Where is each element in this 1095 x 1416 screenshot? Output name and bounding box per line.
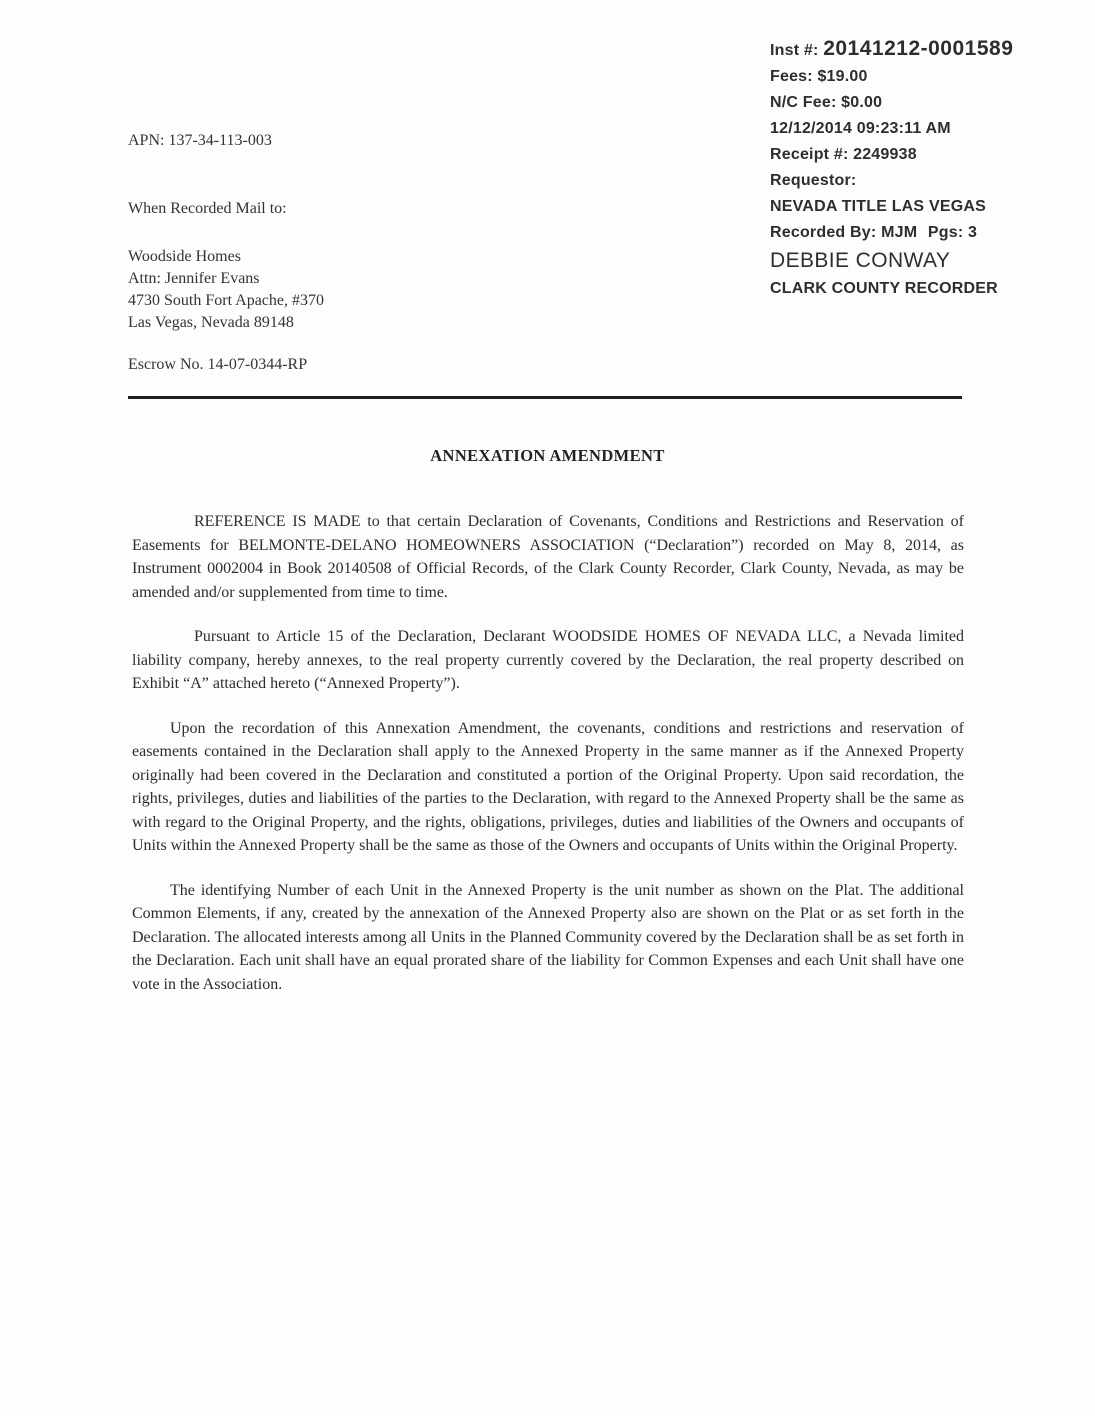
requestor-name: NEVADA TITLE LAS VEGAS: [770, 198, 986, 215]
recorded-by-line: [770, 220, 1070, 246]
recorder-name: DEBBIE CONWAY: [770, 249, 951, 272]
address-line: Attn: Jennifer Evans: [128, 270, 260, 287]
paragraph-units: The identifying Number of each Unit in the Annexed Property is the unit number as shown on the Plat. The additional Common Elements, if any, created by the annexation of the Annexed Property also are shown on the Plat or as set forth in the Declaration. The allocated interests among all Units in the Planned Community covered by the Declaration shall be as set forth in the Declaration. Each unit shall have an equal prorated share of the liability for Common Expenses and each Unit shall have one vote in the Association.: [132, 881, 964, 993]
page-count: Pgs: 3: [927, 224, 978, 241]
instrument-number: 20141212-0001589: [823, 37, 1014, 60]
receipt-number: Receipt #: 2249938: [770, 146, 917, 163]
address-line: Las Vegas, Nevada 89148: [128, 314, 294, 331]
recording-datetime: 12/12/2014 09:23:11 AM: [770, 120, 951, 137]
paragraph-reference: REFERENCE IS MADE to that certain Declaration of Covenants, Conditions and Restrictions and Reservation of Easements for BELMONTE-DELANO HOMEOWNERS ASSOCIATION (“Declaration”) recorded on May 8, 2014, as Instrument 0002004 in Book 20140508 of Official Records, of the Clark County Recorder, Clark County, Nevada, as may be amended and/or supplemented from time to time.: [132, 513, 964, 601]
escrow-number: Escrow No. 14-07-0344-RP: [128, 356, 308, 373]
fees: Fees: $19.00: [770, 68, 868, 85]
document-body: [132, 510, 964, 1017]
nc-fee: N/C Fee: $0.00: [770, 94, 883, 111]
instrument-label: Inst #:: [770, 42, 819, 59]
mail-to-label: When Recorded Mail to:: [128, 200, 287, 217]
requestor-label: Requestor:: [770, 172, 857, 189]
address-line: 4730 South Fort Apache, #370: [128, 292, 324, 309]
divider-rule: [128, 396, 962, 399]
recorder-office: CLARK COUNTY RECORDER: [770, 280, 998, 297]
apn-number: APN: 137-34-113-003: [128, 132, 272, 149]
instrument-number-line: [770, 36, 1070, 64]
paragraph-annexation: Pursuant to Article 15 of the Declaration, Declarant WOODSIDE HOMES OF NEVADA LLC, a Nevada limited liability company, hereby annexes, to the real property currently covered by the Declaration, the real property described on Exhibit “A” attached hereto (“Annexed Property”).: [132, 628, 964, 692]
document-title: ANNEXATION AMENDMENT: [430, 446, 665, 465]
recorded-by: Recorded By: MJM: [770, 224, 918, 241]
address-line: Woodside Homes: [128, 248, 241, 265]
recorder-stamp: [770, 36, 1070, 302]
mailing-address: [128, 246, 324, 334]
paragraph-recordation: Upon the recordation of this Annexation Amendment, the covenants, conditions and restrictions and reservation of easements contained in the Declaration shall apply to the Annexed Property in the same manner as if the Annexed Property originally had been covered in the Declaration and constituted a portion of the Original Property. Upon said recordation, the rights, privileges, duties and liabilities of the parties to the Declaration, with regard to the Annexed Property shall be the same as with regard to the Original Property, and the rights, obligations, privileges, duties and liabilities of the Owners and occupants of Units within the Annexed Property shall be the same as those of the Owners and occupants of Units within the Original Property.: [132, 719, 964, 854]
